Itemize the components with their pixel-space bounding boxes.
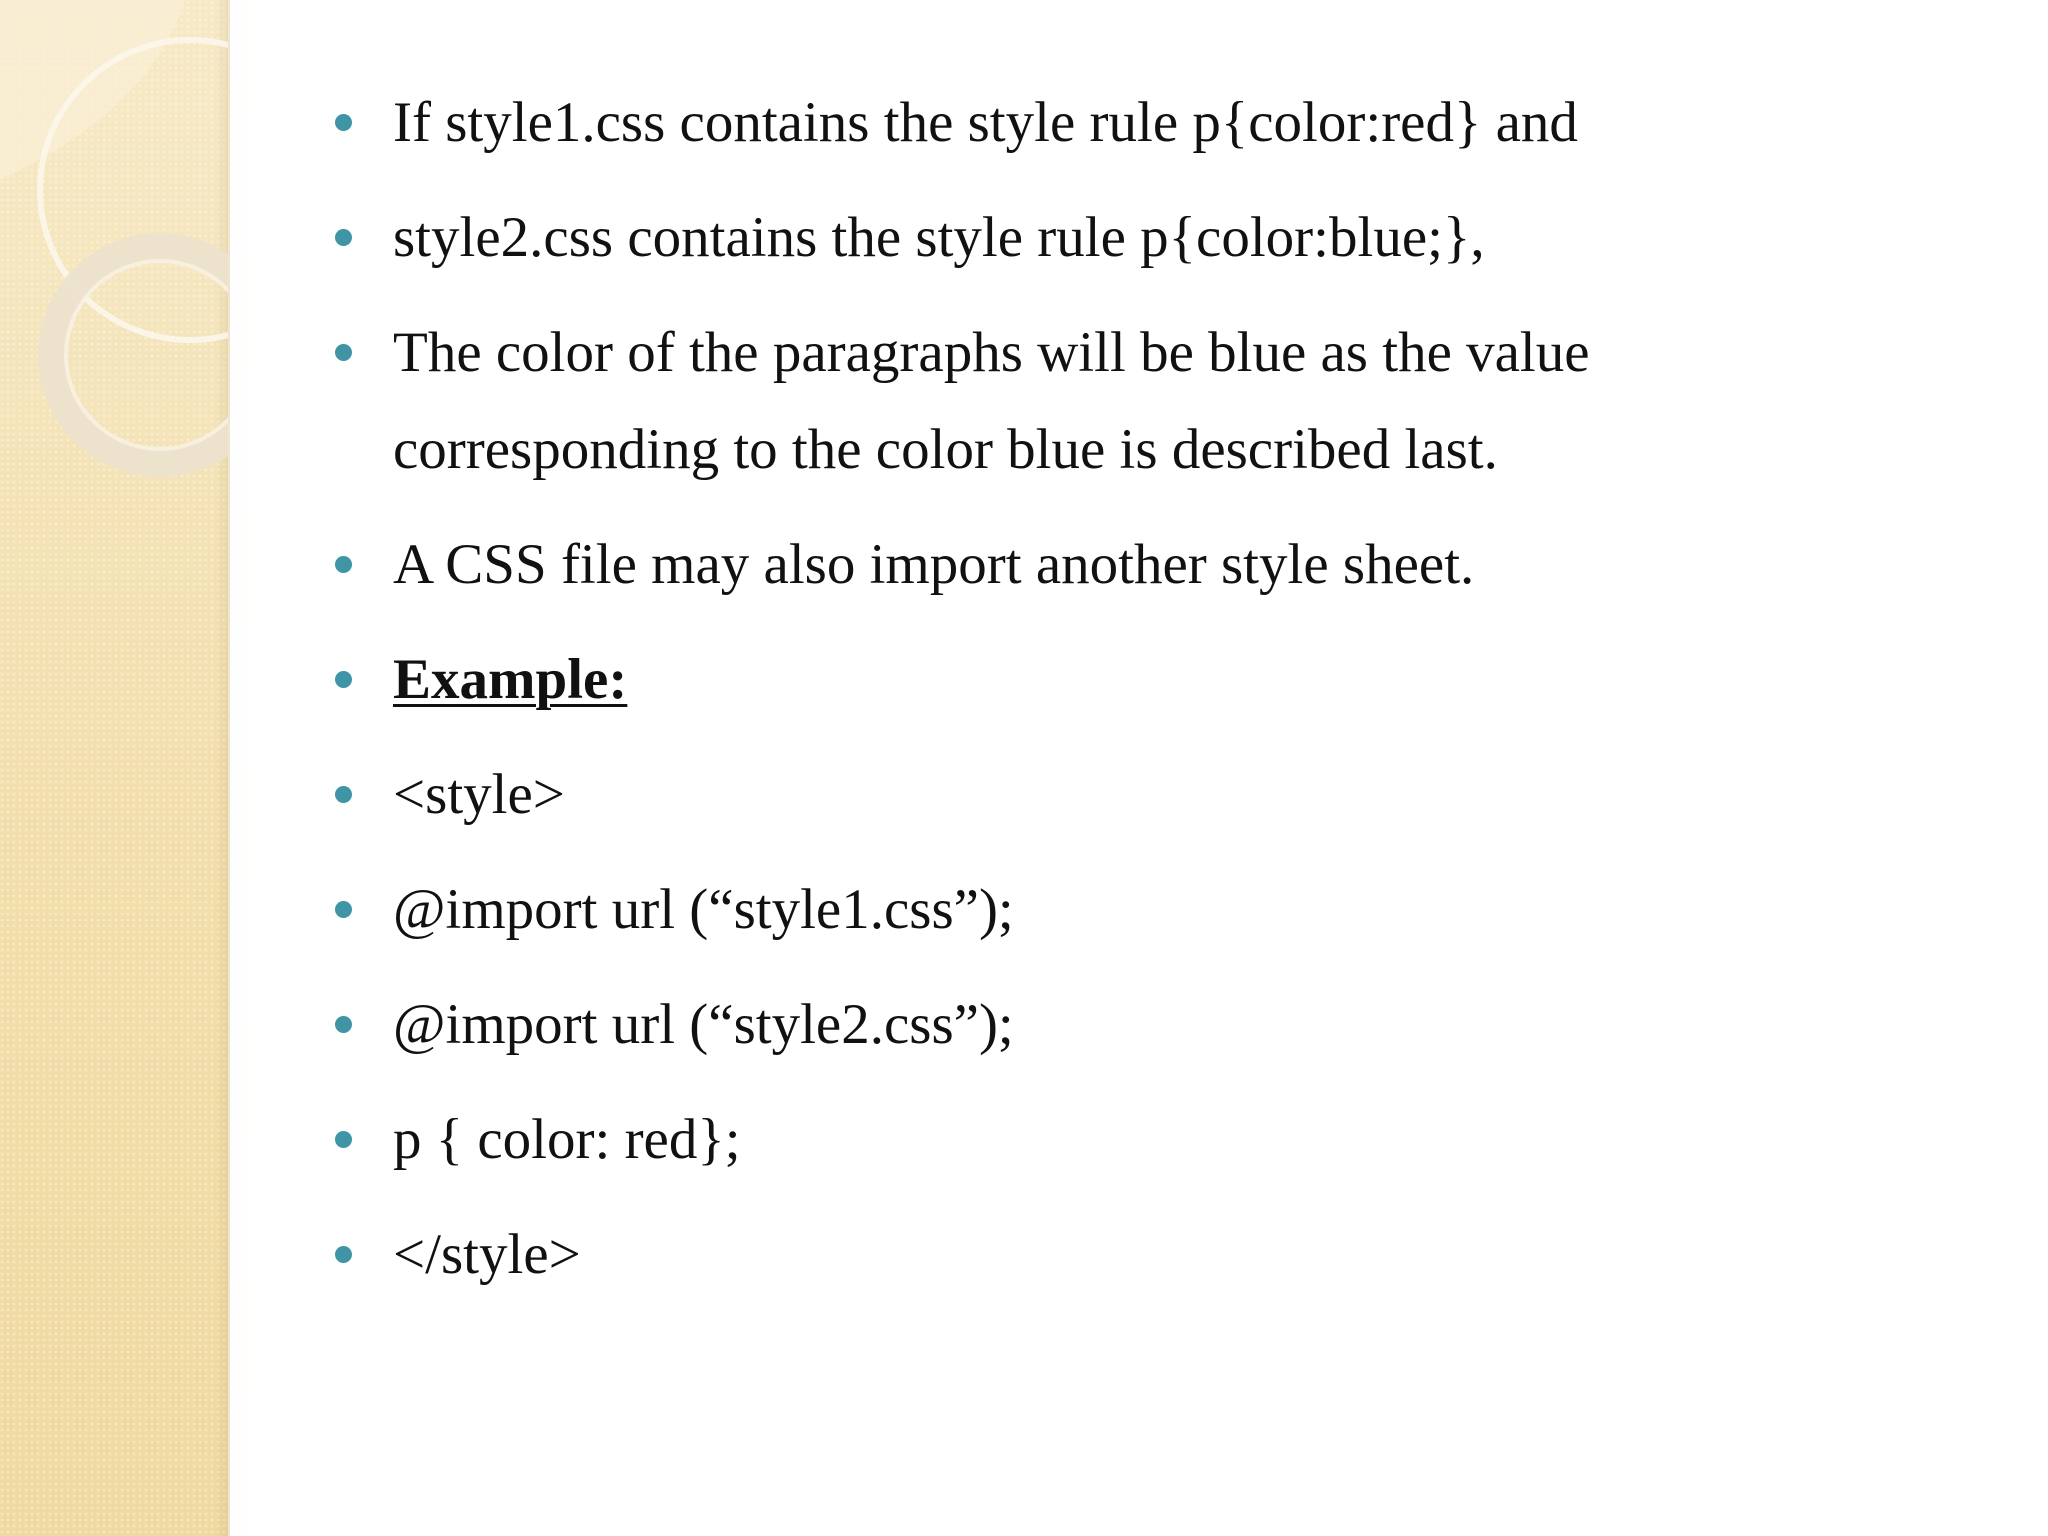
circle-bullet-icon [335, 1016, 352, 1033]
bullet-item [335, 304, 1775, 498]
code-line: </style> [393, 1223, 581, 1286]
bullet-item [335, 631, 1775, 728]
bullet-text: The color of the paragraphs will be blue as the value corresponding to the color blue is described last. [393, 321, 1604, 481]
circle-bullet-icon [335, 671, 352, 688]
circle-bullet-icon [335, 1246, 352, 1263]
bullet-item [335, 74, 1775, 171]
circle-bullet-icon [335, 786, 352, 803]
small-ring-icon [52, 247, 260, 463]
circle-bullet-icon [335, 556, 352, 573]
code-line: <style> [393, 763, 565, 826]
decorative-rings [0, 0, 260, 520]
bullet-text: If style1.css contains the style rule p{color:red} and [393, 91, 1578, 154]
bullet-item [335, 976, 1775, 1073]
bullet-item [335, 189, 1775, 286]
circle-bullet-icon [335, 229, 352, 246]
code-line: p { color: red}; [393, 1108, 741, 1171]
circle-bullet-icon [335, 114, 352, 131]
bullet-item [335, 1091, 1775, 1188]
bullet-item [335, 516, 1775, 613]
code-line: @import url (“style2.css”); [393, 993, 1014, 1056]
bullet-text: A CSS file may also import another style sheet. [393, 533, 1475, 596]
circle-bullet-icon [335, 344, 352, 361]
example-heading: Example: [393, 648, 628, 711]
bullet-item [335, 746, 1775, 843]
bullet-item [335, 1206, 1775, 1303]
circle-bullet-icon [335, 1131, 352, 1148]
bullet-list [335, 74, 1775, 1321]
bullet-text: style2.css contains the style rule p{color:blue;}, [393, 206, 1485, 269]
bullet-item [335, 861, 1775, 958]
circle-bullet-icon [335, 901, 352, 918]
code-line: @import url (“style1.css”); [393, 878, 1014, 941]
